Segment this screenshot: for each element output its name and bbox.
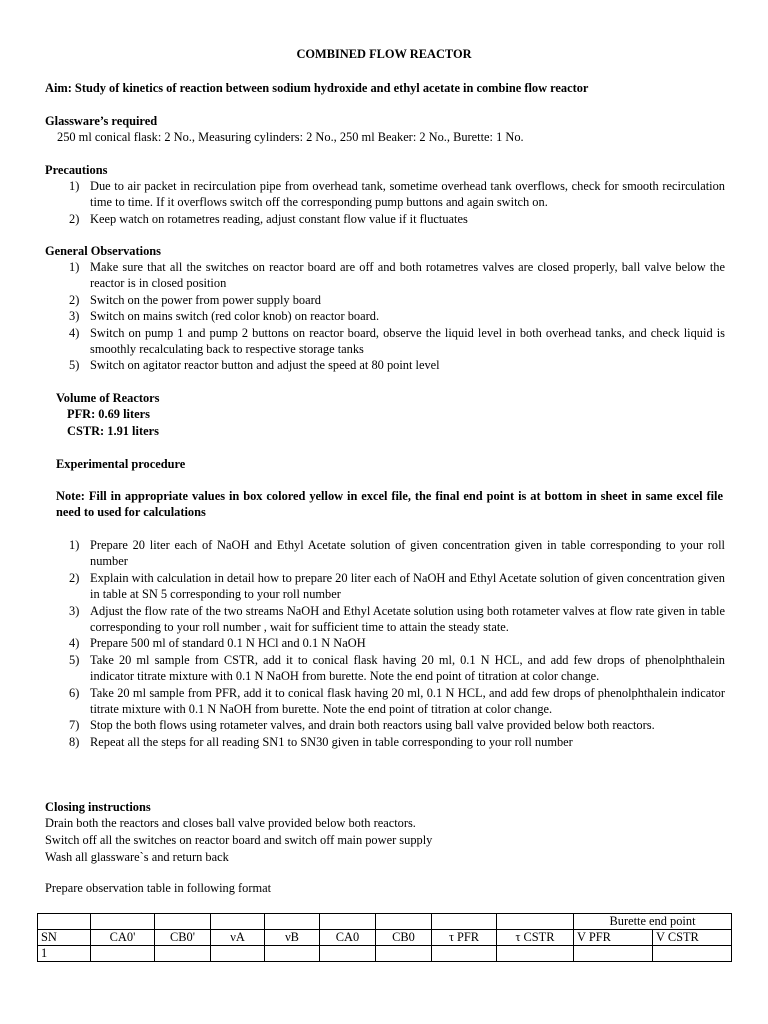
volume-pfr: PFR: 0.69 liters: [67, 407, 150, 421]
list-item: 1) Make sure that all the switches on reactor board are off and both rotametres valves are closed properly, ball valve below the reactor is in closed position: [69, 260, 725, 291]
column-header: V CSTR: [653, 930, 732, 946]
volume-heading: Volume of Reactors: [56, 391, 160, 405]
column-header: CA0': [91, 930, 155, 946]
column-header: CB0': [155, 930, 211, 946]
table-cell: [574, 946, 653, 962]
column-header: τ PFR: [432, 930, 497, 946]
column-header: νA: [211, 930, 265, 946]
column-header: V PFR: [574, 930, 653, 946]
list-item: 8) Repeat all the steps for all reading SN1 to SN30 given in table corresponding to your roll number: [69, 734, 573, 749]
column-header: SN: [38, 930, 91, 946]
table-header-row: [38, 930, 732, 946]
table-cell: [653, 946, 732, 962]
list-item: 3) Adjust the flow rate of the two streams NaOH and Ethyl Acetate solution using both rotameter valves at flow rate given in table corresponding to your roll number , wait for sufficient time to attain the steady state.: [69, 603, 725, 635]
closing-line-1: Drain both the reactors and closes ball valve provided below both reactors.: [45, 816, 416, 830]
list-item: 4) Prepare 500 ml of standard 0.1 N HCl and 0.1 N NaOH: [69, 636, 366, 651]
procedure-note: Note: Fill in appropriate values in box colored yellow in excel file, the final end point is at bottom in sheet in same excel file need to used for calculations: [56, 489, 723, 520]
general-observations-list: [45, 259, 725, 374]
table-cell: [211, 946, 265, 962]
column-header: CB0: [376, 930, 432, 946]
prepare-table-text: Prepare observation table in following format: [45, 881, 272, 895]
observation-table: [37, 913, 732, 962]
list-item: 5) Switch on agitator reactor button and adjust the speed at 80 point level: [69, 358, 440, 373]
list-item: 3) Switch on mains switch (red color knob) on reactor board.: [69, 309, 380, 324]
general-observations-heading: General Observations: [45, 244, 161, 258]
table-group-header-row: [38, 914, 732, 930]
closing-heading: Closing instructions: [45, 800, 151, 814]
table-cell: [320, 946, 376, 962]
list-item: 2) Keep watch on rotametres reading, adjust constant flow value if it fluctuates: [69, 211, 468, 226]
precautions-list: [45, 178, 725, 227]
list-item: 6) Take 20 ml sample from PFR, add it to conical flask having 20 ml, 0.1 N HCL, and add few drops of phenolphthalein indicator titrate mixture with 0.1 N NaOH from burette. Note the end point of titration at color change.: [69, 685, 725, 717]
burette-end-point-header: Burette end point: [574, 914, 732, 930]
list-item: 5) Take 20 ml sample from CSTR, add it to conical flask having 20 ml, 0.1 N HCL, and add few drops of phenolphthalein indicator titrate mixture with 0.1 N NaOH from burette. Note the end point of titration at color change.: [69, 652, 725, 684]
glassware-text: 250 ml conical flask: 2 No., Measuring cylinders: 2 No., 250 ml Beaker: 2 No., Burette: 1 No.: [57, 130, 524, 144]
table-cell: [91, 946, 155, 962]
table-cell: [155, 946, 211, 962]
volume-cstr: CSTR: 1.91 liters: [67, 424, 159, 438]
table-cell: 1: [38, 946, 91, 962]
table-cell: [432, 946, 497, 962]
list-item: 2) Switch on the power from power supply board: [69, 292, 321, 307]
closing-line-3: Wash all glassware`s and return back: [45, 850, 229, 864]
table-cell: [265, 946, 320, 962]
procedure-heading: Experimental procedure: [56, 457, 186, 471]
list-item: 2) Explain with calculation in detail how to prepare 20 liter each of NaOH and Ethyl Acetate solution of given concentration given in table at SN 5 corresponding to your roll number: [69, 570, 725, 602]
list-item: 7) Stop the both flows using rotameter valves, and drain both reactors using ball valve provided below both reactors.: [69, 718, 655, 733]
document-title: COMBINED FLOW REACTOR: [296, 47, 472, 61]
table-cell: [376, 946, 432, 962]
list-item: 4) Switch on pump 1 and pump 2 buttons on reactor board, observe the liquid level in both overhead tanks, and check liquid is smoothly recalculating back to respective storage tanks: [69, 325, 725, 357]
column-header: νB: [265, 930, 320, 946]
column-header: CA0: [320, 930, 376, 946]
procedure-list: [45, 537, 725, 750]
aim-text: Aim: Study of kinetics of reaction between sodium hydroxide and ethyl acetate in combine flow reactor: [45, 81, 589, 95]
closing-line-2: Switch off all the switches on reactor board and switch off main power supply: [45, 833, 433, 847]
list-item: 1) Prepare 20 liter each of NaOH and Ethyl Acetate solution of given concentration given in table corresponding to your roll number: [69, 538, 725, 569]
list-item: 1) Due to air packet in recirculation pipe from overhead tank, sometime overhead tank overflows, check for smooth recirculation time to time. If it overflows switch off the corresponding pump buttons and again switch on.: [69, 179, 725, 210]
precautions-heading: Precautions: [45, 163, 108, 177]
table-cell: [497, 946, 574, 962]
column-header: τ CSTR: [497, 930, 574, 946]
table-row: [38, 946, 732, 962]
glassware-heading: Glassware’s required: [45, 114, 158, 128]
